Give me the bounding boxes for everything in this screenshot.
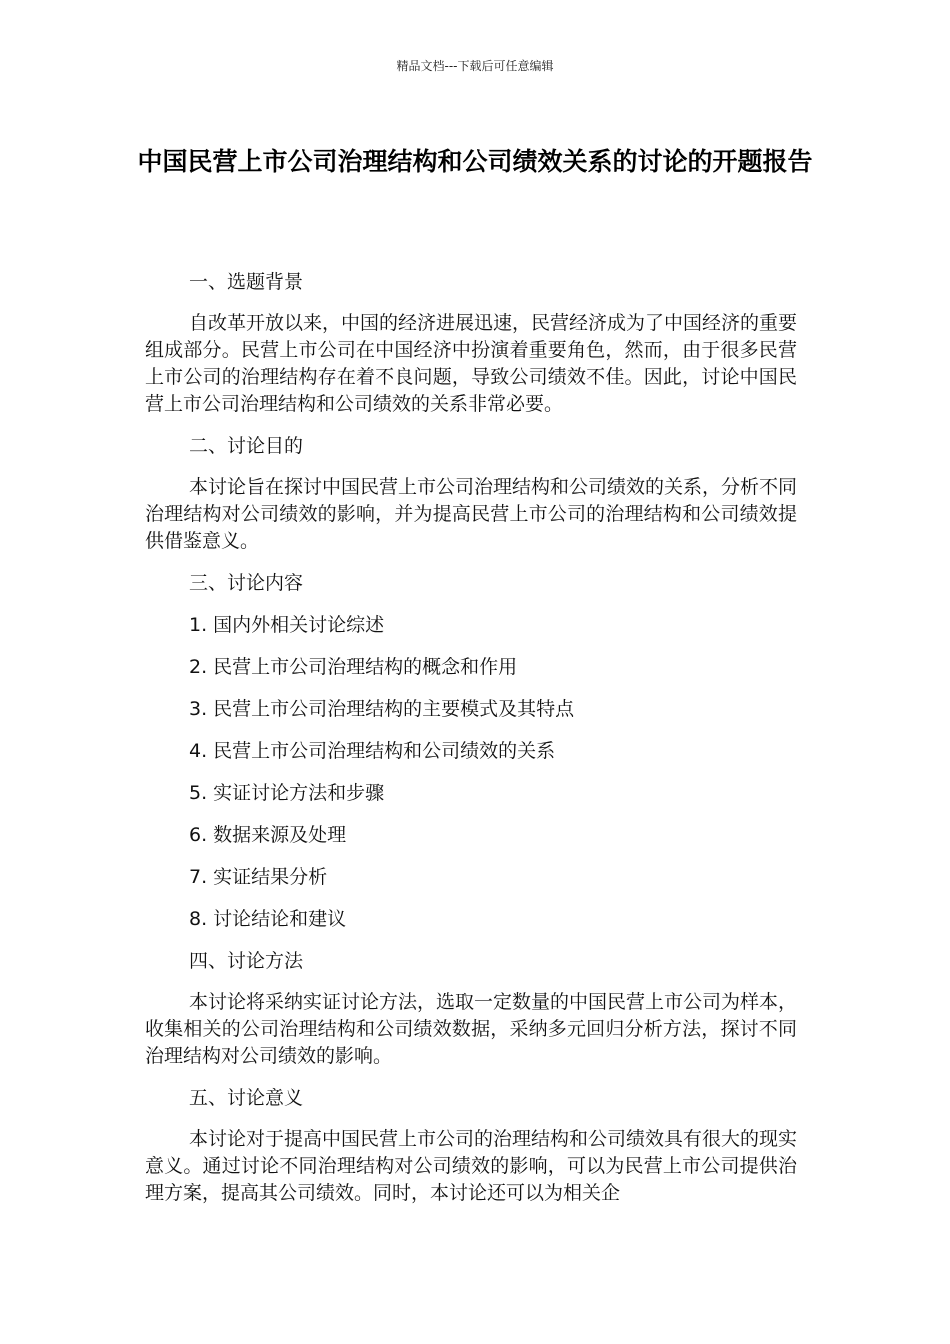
header-note: 精品文档---下载后可任意编辑 (396, 59, 554, 73)
paragraph-significance: 本讨论对于提高中国民营上市公司的治理结构和公司绩效具有很大的现实意义。通过讨论不同治理结构对公司绩效的影响，可以为民营上市公司提供治理方案，提高其公司绩效。同时，本讨论还可以为相关企 (145, 1128, 798, 1204)
content-list-item: 2. 民营上市公司治理结构的概念和作用 (189, 656, 518, 678)
paragraph-purpose: 本讨论旨在探讨中国民营上市公司治理结构和公司绩效的关系，分析不同治理结构对公司绩效的影响，并为提高民营上市公司的治理结构和公司绩效提供借鉴意义。 (145, 476, 798, 552)
section-heading-significance: 五、讨论意义 (189, 1087, 304, 1109)
document-title: 中国民营上市公司治理结构和公司绩效关系的讨论的开题报告 (137, 147, 813, 176)
section-heading-background: 一、选题背景 (189, 271, 304, 293)
paragraph-background: 自改革开放以来，中国的经济进展迅速，民营经济成为了中国经济的重要组成部分。民营上市公司在中国经济中扮演着重要角色，然而，由于很多民营上市公司的治理结构存在着不良问题，导致公司绩效不佳。因此，讨论中国民营上市公司治理结构和公司绩效的关系非常必要。 (145, 312, 798, 415)
content-list-item: 3. 民营上市公司治理结构的主要模式及其特点 (189, 698, 575, 720)
content-list-item: 1. 国内外相关讨论综述 (189, 614, 385, 636)
content-list-item: 6. 数据来源及处理 (189, 824, 347, 846)
section-heading-content: 三、讨论内容 (189, 572, 304, 594)
document-body (145, 268, 797, 1221)
paragraph-method: 本讨论将采纳实证讨论方法，选取一定数量的中国民营上市公司为样本，收集相关的公司治理结构和公司绩效数据，采纳多元回归分析方法，探讨不同治理结构对公司绩效的影响。 (145, 991, 798, 1067)
content-list-item: 8. 讨论结论和建议 (189, 908, 347, 930)
content-list-item: 5. 实证讨论方法和步骤 (189, 782, 385, 804)
content-list-item: 7. 实证结果分析 (189, 866, 328, 888)
section-heading-method: 四、讨论方法 (189, 950, 304, 972)
content-list-item: 4. 民营上市公司治理结构和公司绩效的关系 (189, 740, 556, 762)
section-heading-purpose: 二、讨论目的 (189, 435, 304, 457)
